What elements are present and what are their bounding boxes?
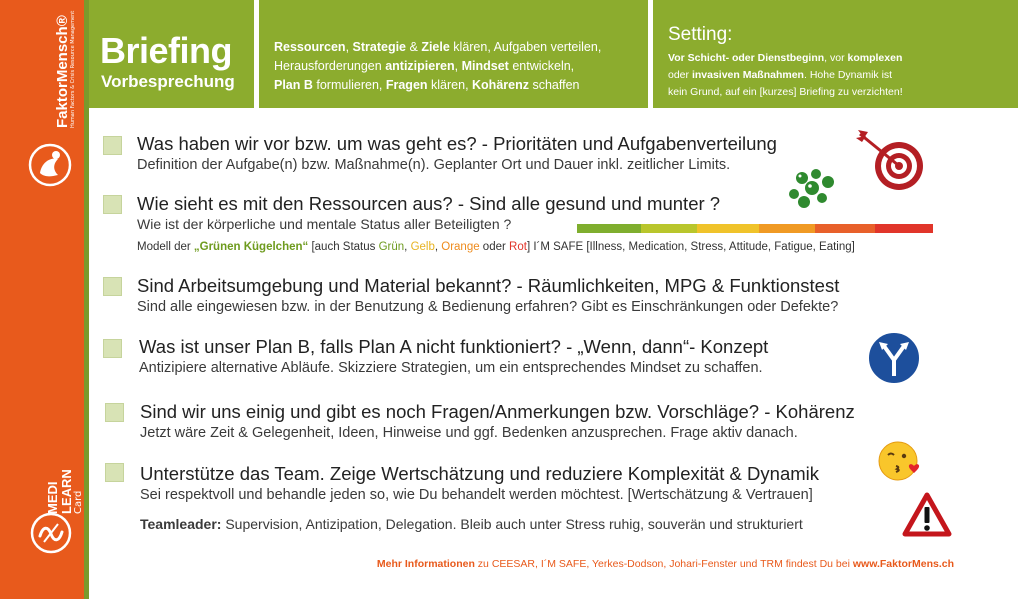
status-color-segment [641, 224, 697, 233]
green-balls-model: Modell der „Grünen Kügelchen“ [auch Status Grün, Gelb, Orange oder Rot] I´M SAFE [Illness, Medication, Stress, Attitude, Fatigue, Eating] [137, 241, 855, 253]
page-title: Briefing [100, 30, 233, 71]
status-color-segment [577, 224, 641, 233]
website-link[interactable]: www.FaktorMens.ch [852, 558, 954, 570]
page-subtitle: Vorbesprechung [101, 72, 235, 91]
status-color-bar [577, 224, 933, 233]
description-plan-b: Antizipiere alternative Abläufe. Skizziere Strategien, um ein entsprechendes Mindset zu schaffen. [139, 360, 763, 376]
status-color-segment [697, 224, 759, 233]
medilearn-logo-icon [30, 512, 72, 554]
checkbox[interactable] [103, 339, 122, 358]
road-sign-fork-icon [866, 330, 922, 386]
checkbox[interactable] [103, 195, 122, 214]
question-team: Unterstütze das Team. Zeige Wertschätzung und reduziere Komplexität & Dynamik [140, 463, 819, 484]
target-icon [856, 128, 926, 194]
medi-label: MEDI [45, 481, 60, 514]
footer-more-info: Mehr Informationen zu CEESAR, I´M SAFE, Yerkes-Dodson, Johari-Fenster und TRM findest Du bei www.FaktorMens.ch [376, 558, 954, 570]
learn-label: LEARN [59, 469, 74, 514]
question-priorities: Was haben wir vor bzw. um was geht es? - Prioritäten und Aufgabenverteilung [137, 133, 777, 154]
checkbox[interactable] [105, 403, 124, 422]
description-coherence: Jetzt wäre Zeit & Gelegenheit, Ideen, Hinweise und ggf. Bedenken anzusprechen. Frage aktiv danach. [140, 425, 798, 441]
status-color-segment [815, 224, 875, 233]
description-team: Sei respektvoll und behandle jeden so, wie Du behandelt werden möchtest. [Wertschätzung & Vertrauen] [140, 487, 813, 503]
warning-sign-icon [902, 492, 952, 540]
question-plan-b: Was ist unser Plan B, falls Plan A nicht funktioniert? - „Wenn, dann“- Konzept [139, 336, 769, 357]
header-bottom-line [89, 108, 1018, 113]
question-resources: Wie sieht es mit den Ressourcen aus? - Sind alle gesund und munter ? [137, 193, 721, 214]
status-color-segment [759, 224, 815, 233]
green-balls-icon [782, 166, 842, 214]
question-coherence: Sind wir uns einig und gibt es noch Fragen/Anmerkungen bzw. Vorschläge? - Kohärenz [140, 401, 855, 422]
description-resources: Wie ist der körperliche und mentale Status aller Beteiligten ? [137, 216, 512, 232]
brand-name: FaktorMensch® [54, 15, 71, 128]
checkbox[interactable] [103, 136, 122, 155]
description-environment: Sind alle eingewiesen bzw. in der Benutzung & Bedienung erfahren? Gibt es Einschränkungen oder Defekte? [137, 299, 839, 315]
faktormensch-logo-icon [28, 143, 72, 187]
teamleader-line: Teamleader: Supervision, Antizipation, Delegation. Bleib auch unter Stress ruhig, souverän und strukturiert [140, 516, 803, 532]
header-divider [254, 0, 259, 113]
kiss-emoji-icon [878, 440, 924, 482]
checkbox[interactable] [103, 277, 122, 296]
card-label: Card [73, 490, 84, 514]
setting-title: Setting: [668, 24, 733, 45]
setting-text: Vor Schicht- oder Dienstbeginn, vor komplexen oder invasiven Maßnahmen. Hohe Dynamik ist kein Grund, auf ein [kurzes] Briefing zu verzichten! [668, 52, 903, 98]
header-divider [648, 0, 653, 113]
brand-tagline: Human Factors & Crisis Resource Management [70, 10, 76, 128]
checkbox[interactable] [105, 463, 124, 482]
description-priorities: Definition der Aufgabe(n) bzw. Maßnahme(n). Geplanter Ort und Dauer inkl. zeitlicher Limits. [137, 157, 731, 173]
briefing-goals: Ressourcen, Strategie & Ziele klären, Aufgaben verteilen, Herausforderungen antizipieren, Mindset entwickeln, Plan B formulieren, Fragen klären, Kohärenz schaffen [274, 40, 602, 92]
question-environment: Sind Arbeitsumgebung und Material bekannt? - Räumlichkeiten, MPG & Funktionstest [137, 275, 840, 296]
status-color-segment [875, 224, 933, 233]
